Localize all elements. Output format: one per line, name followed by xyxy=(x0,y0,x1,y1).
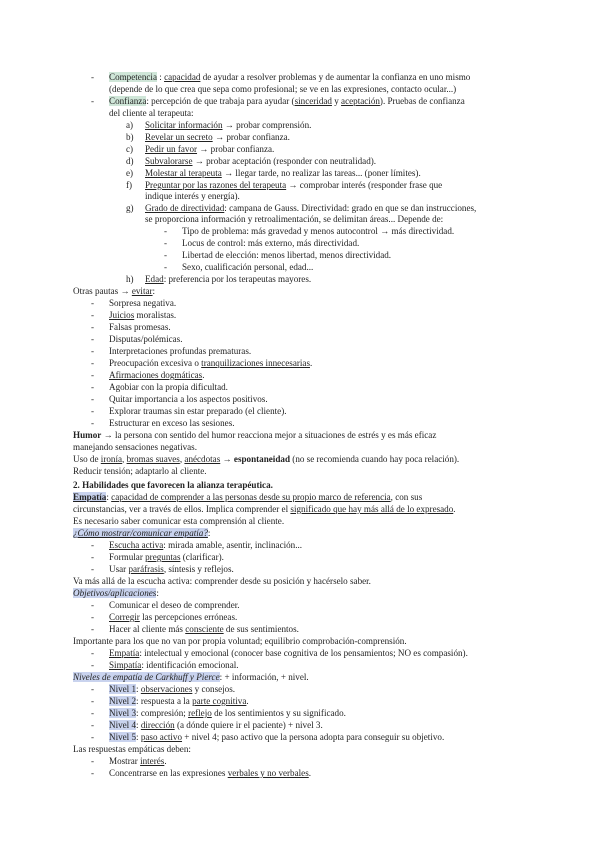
bullet: - xyxy=(91,720,95,730)
text-line xyxy=(73,744,191,755)
bullet: - xyxy=(91,768,95,778)
text-span: → probar aceptación (responder con neutralidad). xyxy=(192,156,377,166)
bullet: - xyxy=(91,708,95,718)
text-line xyxy=(73,528,210,539)
text-line xyxy=(182,250,391,261)
term-highlight: Objetivos/aplicaciones xyxy=(73,588,157,598)
underlined-term: aceptación xyxy=(341,96,380,106)
text-line xyxy=(73,454,459,465)
text-span: (a dónde quiere ir el paciente) + nivel 3. xyxy=(174,720,323,730)
bullet: - xyxy=(91,612,95,622)
bullet: - xyxy=(91,394,95,404)
text-span: Explorar traumas sin estar preparado (el cliente). xyxy=(109,406,287,416)
text-line xyxy=(145,168,421,179)
term-highlight: Empatía xyxy=(73,492,107,502)
bullet: - xyxy=(91,564,95,574)
bullet: - xyxy=(91,382,95,392)
text-span: Preocupación excesiva o xyxy=(109,358,202,368)
text-span: Mostrar xyxy=(109,756,141,766)
text-line xyxy=(73,286,155,297)
text-line xyxy=(73,466,207,477)
text-line xyxy=(109,322,171,333)
text-line xyxy=(109,684,235,695)
underlined-term: Escucha activa xyxy=(109,540,164,550)
bullet: - xyxy=(91,334,95,344)
underlined-term: sinceridad xyxy=(294,96,332,106)
term-highlight: ¿Cómo mostrar/comunicar empatía? xyxy=(73,528,208,538)
underlined-term: capacidad de comprender a las personas desde su propio marco de referencia xyxy=(111,492,391,502)
text-span: de ayudar a resolver problemas y de aumentar la confianza en uno mismo xyxy=(200,72,471,82)
text-span: → comprobar interés (responder frase que xyxy=(286,180,443,190)
text-span: , xyxy=(122,454,127,464)
text-span: , con sus xyxy=(390,492,423,502)
text-line xyxy=(109,298,176,309)
text-line xyxy=(73,672,309,683)
underlined-term: interés xyxy=(140,756,165,766)
text-line xyxy=(182,226,454,237)
text-span: , xyxy=(179,454,185,464)
underlined-term: Preguntar por las razones del terapeuta xyxy=(145,180,287,190)
text-span: → xyxy=(220,454,234,464)
text-span: : respuesta a la xyxy=(136,696,193,706)
list-letter: c) xyxy=(126,144,134,154)
underlined-term: Juicios xyxy=(109,310,135,320)
underlined-term: reflejo xyxy=(188,708,212,718)
text-span: . xyxy=(453,504,456,514)
text-line xyxy=(109,358,312,369)
term-highlight: Nivel 1 xyxy=(109,684,137,694)
text-span: : + información, + nivel. xyxy=(219,672,309,682)
term-highlight: Nivel 2 xyxy=(109,696,137,706)
text-span: , síntesis y reflejos. xyxy=(163,564,234,574)
text-line xyxy=(109,406,287,417)
text-span: : xyxy=(156,72,165,82)
text-span: → la persona con sentido del humor reacciona mejor a situaciones de estrés y es más eficaz xyxy=(101,430,437,440)
text-span: del cliente al terapeuta: xyxy=(109,108,194,118)
text-line xyxy=(109,708,346,719)
bullet: - xyxy=(91,648,95,658)
text-line xyxy=(145,191,240,202)
underlined-term: Pedir un favor xyxy=(145,144,198,154)
underlined-term: consciente xyxy=(185,624,224,634)
bullet: - xyxy=(91,346,95,356)
underlined-term: capacidad xyxy=(164,72,201,82)
text-line xyxy=(73,504,456,515)
text-line xyxy=(109,84,456,95)
text-line xyxy=(109,96,465,107)
text-line xyxy=(109,600,240,611)
underlined-term: ironía xyxy=(100,454,123,464)
bullet: - xyxy=(164,226,168,236)
text-span: (no se recomienda cuando hay poca relación). xyxy=(290,454,460,464)
bullet: - xyxy=(91,540,95,550)
text-span: manejando sensaciones negativas. xyxy=(73,442,197,452)
underlined-term: verbales y no verbales xyxy=(227,768,309,778)
bullet: - xyxy=(164,262,168,272)
list-letter: g) xyxy=(126,203,134,213)
text-line xyxy=(109,648,468,659)
bullet: - xyxy=(91,684,95,694)
term-highlight: Nivel 4 xyxy=(109,720,137,730)
text-line xyxy=(109,108,194,119)
underlined-term: anécdotas xyxy=(184,454,221,464)
text-line xyxy=(109,540,302,551)
list-letter: b) xyxy=(126,132,134,142)
text-span: : xyxy=(136,720,141,730)
text-span: Hacer al cliente más xyxy=(109,624,186,634)
text-line xyxy=(109,612,237,623)
text-span: de los sentimientos y su significado. xyxy=(211,708,346,718)
bullet: - xyxy=(164,238,168,248)
text-span: Agobiar con la propia dificultad. xyxy=(109,382,228,392)
list-letter: d) xyxy=(126,156,134,166)
text-span: Es necesario saber comunicar esta comprensión al cliente. xyxy=(73,516,285,526)
text-span: 2. Habilidades que favorecen la alianza terapéutica. xyxy=(73,480,273,490)
text-span: Concentrarse en las expresiones xyxy=(109,768,228,778)
term-highlight: Competencia xyxy=(109,72,157,82)
text-line xyxy=(145,214,443,225)
text-span: → probar confianza. xyxy=(212,132,290,142)
term-highlight: Niveles de empatía de Carkhuff y Pierce xyxy=(73,672,220,682)
underlined-term: paso activo xyxy=(140,732,183,742)
text-span: Sexo, cualificación personal, edad... xyxy=(182,262,314,272)
bullet: - xyxy=(164,250,168,260)
text-span: : mirada amable, asentir, inclinación... xyxy=(163,540,303,550)
text-line xyxy=(145,203,476,214)
bullet: - xyxy=(91,756,95,766)
text-span: Sorpresa negativa. xyxy=(109,298,177,308)
underlined-term: Subvalorarse xyxy=(145,156,193,166)
underlined-term: Corregir xyxy=(109,612,140,622)
text-span: Interpretaciones profundas prematuras. xyxy=(109,346,252,356)
section-heading xyxy=(73,480,273,491)
text-span: de sus sentimientos. xyxy=(223,624,299,634)
text-span: : xyxy=(136,684,141,694)
text-span: : xyxy=(136,732,141,742)
text-line xyxy=(145,274,311,285)
text-span: : xyxy=(156,588,159,598)
text-line xyxy=(109,720,323,731)
text-line xyxy=(109,310,176,321)
text-line xyxy=(109,418,235,429)
text-span: . xyxy=(202,370,205,380)
bullet: - xyxy=(91,96,95,106)
term-highlight: Confianza xyxy=(109,96,147,106)
underlined-term: Grado de directividad xyxy=(145,203,225,213)
text-span: : xyxy=(207,528,211,538)
text-line xyxy=(182,262,313,273)
text-line xyxy=(73,636,407,647)
text-line xyxy=(109,370,204,381)
bullet: - xyxy=(91,552,95,562)
bullet: - xyxy=(91,298,95,308)
text-line xyxy=(109,696,249,707)
text-span: : xyxy=(152,286,156,296)
text-span: → probar confianza. xyxy=(197,144,275,154)
bullet: - xyxy=(91,624,95,634)
bullet: - xyxy=(91,696,95,706)
text-span: Usar xyxy=(109,564,129,574)
text-span: . xyxy=(308,768,312,778)
text-span: Comunicar el deseo de comprender. xyxy=(109,600,240,610)
text-span: Estructurar en exceso las sesiones. xyxy=(109,418,235,428)
text-span: (depende de lo que crea que sepa como profesional; se ve en las expresiones, contacto ocular...) xyxy=(109,84,457,94)
list-letter: e) xyxy=(126,168,134,178)
text-span: Falsas promesas. xyxy=(109,322,171,332)
text-span: : xyxy=(106,492,112,502)
bullet: - xyxy=(91,600,95,610)
text-line xyxy=(109,732,444,743)
text-line xyxy=(109,552,224,563)
list-letter: h) xyxy=(126,274,134,284)
text-span: : campana de Gauss. Directividad: grado en que se dan instrucciones, xyxy=(224,203,477,213)
text-span: Formular xyxy=(109,552,146,562)
text-span: indique interés y energía). xyxy=(145,191,240,201)
text-span: las percepciones erróneas. xyxy=(139,612,238,622)
text-span: circunstancias, ver a través de ellos. Implica comprender el xyxy=(73,504,291,514)
underlined-term: Simpatía xyxy=(109,660,142,670)
text-line xyxy=(145,132,290,143)
text-line xyxy=(73,430,436,441)
text-line xyxy=(73,588,159,599)
text-line xyxy=(109,768,311,779)
underlined-term: preguntas xyxy=(145,552,181,562)
underlined-term: evitar xyxy=(131,286,153,296)
text-line xyxy=(109,394,268,405)
underlined-term: Edad xyxy=(145,274,164,284)
underlined-term: paráfrasis xyxy=(128,564,164,574)
list-letter: a) xyxy=(126,120,134,130)
text-span: Va más allá de la escucha activa: comprender desde su posición y hacérselo saber. xyxy=(73,576,371,586)
text-line xyxy=(73,442,197,453)
text-line xyxy=(109,624,299,635)
text-span: Quitar importancia a los aspectos positivos. xyxy=(109,394,268,404)
bullet: - xyxy=(91,660,95,670)
bullet: - xyxy=(91,310,95,320)
term-highlight: Nivel 5 xyxy=(109,732,137,742)
text-line xyxy=(109,382,228,393)
text-span: : intelectual y emocional (conocer base cognitiva de los pensamientos; NO es compasión). xyxy=(139,648,468,658)
bullet: - xyxy=(91,358,95,368)
text-line xyxy=(182,238,359,249)
text-span: . xyxy=(164,756,167,766)
text-span: → probar comprensión. xyxy=(222,120,312,130)
text-span: y consejos. xyxy=(192,684,236,694)
text-span: Disputas/polémicas. xyxy=(109,334,183,344)
underlined-term: Empatía xyxy=(109,648,140,658)
term-highlight: Nivel 3 xyxy=(109,708,137,718)
underlined-term: Solicitar información xyxy=(145,120,223,130)
text-line xyxy=(145,156,376,167)
bullet: - xyxy=(91,370,95,380)
text-line xyxy=(73,492,422,503)
text-span: Libertad de elección: menos libertad, menos directividad. xyxy=(182,250,392,260)
text-span: : percepción de que trabaja para ayudar ( xyxy=(146,96,295,106)
text-span: Tipo de problema: más gravedad y menos autocontrol → más directividad. xyxy=(182,226,455,236)
text-span: Locus de control: más externo, más directividad. xyxy=(182,238,360,248)
text-line xyxy=(109,756,167,767)
text-line xyxy=(109,72,470,83)
bullet: - xyxy=(91,72,95,82)
bullet: - xyxy=(91,406,95,416)
text-line xyxy=(109,334,183,345)
text-span: → llegar tarde, no realizar las tareas... (poner límites). xyxy=(221,168,421,178)
underlined-term: bromas suaves xyxy=(126,454,180,464)
underlined-term: significado que hay más allá de lo expresado xyxy=(290,504,454,514)
text-span: : preferencia por los terapeutas mayores. xyxy=(163,274,312,284)
text-span: : compresión; xyxy=(136,708,189,718)
underlined-term: observaciones xyxy=(140,684,193,694)
underlined-term: Revelar un secreto xyxy=(145,132,213,142)
underlined-term: Molestar al terapeuta xyxy=(145,168,222,178)
text-span: + nivel 4; paso activo que la persona adopta para conseguir su objetivo. xyxy=(182,732,445,742)
bullet: - xyxy=(91,418,95,428)
text-span: . xyxy=(246,696,249,706)
text-line xyxy=(73,516,284,527)
list-letter: f) xyxy=(126,180,133,190)
text-line xyxy=(73,576,371,587)
text-span: y xyxy=(331,96,342,106)
text-span: . xyxy=(310,358,313,368)
bullet: - xyxy=(91,322,95,332)
text-span: Reducir tensión; adaptarlo al cliente. xyxy=(73,466,207,476)
text-span: : identificación emocional. xyxy=(141,660,239,670)
underlined-term: dirección xyxy=(140,720,175,730)
bullet: - xyxy=(91,732,95,742)
underlined-term: Afirmaciones dogmáticas xyxy=(109,370,203,380)
text-span: ). Pruebas de confianza xyxy=(379,96,465,106)
bold-term: espontaneidad xyxy=(233,454,291,464)
text-span: moralistas. xyxy=(134,310,177,320)
text-line xyxy=(109,346,251,357)
bold-term: Humor xyxy=(73,430,102,440)
underlined-term: tranquilizaciones innecesarias xyxy=(201,358,310,368)
text-span: (clarificar). xyxy=(180,552,224,562)
text-span: Importante para los que no van por propia voluntad; equilibrio comprobación-comprensión. xyxy=(73,636,407,646)
text-span: Uso de xyxy=(73,454,101,464)
underlined-term: parte cognitiva xyxy=(192,696,247,706)
text-line xyxy=(109,564,234,575)
text-span: Otras pautas → xyxy=(73,286,132,296)
text-span: Las respuestas empáticas deben: xyxy=(73,744,191,754)
text-span: se proporciona información y retroalimentación, se delimitan áreas... Depende de: xyxy=(145,214,444,224)
text-line xyxy=(145,120,311,131)
text-line xyxy=(109,660,239,671)
text-line xyxy=(145,144,274,155)
text-line xyxy=(145,180,442,191)
